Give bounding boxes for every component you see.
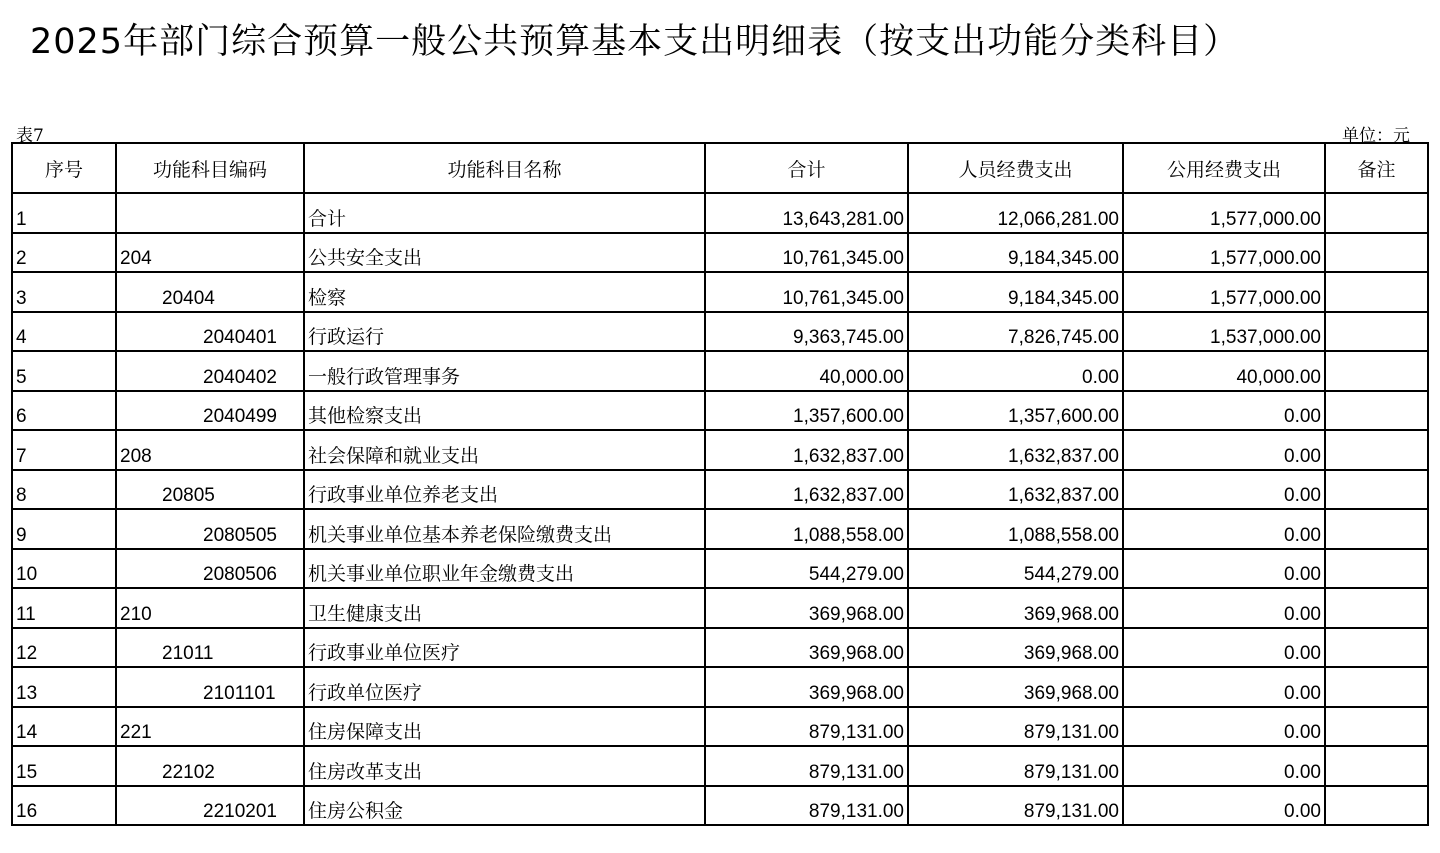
row-name: 住房保障支出 xyxy=(304,707,705,747)
row-code: 204 xyxy=(116,233,304,273)
row-total: 13,643,281.00 xyxy=(705,193,908,233)
row-name: 检察 xyxy=(304,272,705,312)
row-name: 行政事业单位医疗 xyxy=(304,628,705,668)
row-code xyxy=(116,193,304,233)
row-total: 369,968.00 xyxy=(705,588,908,628)
row-personnel: 1,088,558.00 xyxy=(908,509,1123,549)
row-seq: 4 xyxy=(12,312,116,352)
row-personnel: 1,632,837.00 xyxy=(908,430,1123,470)
row-public: 40,000.00 xyxy=(1123,351,1325,391)
row-seq: 3 xyxy=(12,272,116,312)
row-public: 0.00 xyxy=(1123,391,1325,431)
row-total: 10,761,345.00 xyxy=(705,272,908,312)
row-code: 2210201 xyxy=(116,786,304,826)
row-total: 1,088,558.00 xyxy=(705,509,908,549)
row-personnel: 369,968.00 xyxy=(908,628,1123,668)
row-seq: 16 xyxy=(12,786,116,826)
table-row xyxy=(12,312,1428,352)
row-personnel: 369,968.00 xyxy=(908,667,1123,707)
row-personnel: 1,632,837.00 xyxy=(908,470,1123,510)
row-personnel: 879,131.00 xyxy=(908,786,1123,826)
table-row xyxy=(12,391,1428,431)
row-total: 544,279.00 xyxy=(705,549,908,589)
row-note xyxy=(1325,193,1428,233)
row-personnel: 0.00 xyxy=(908,351,1123,391)
row-personnel: 879,131.00 xyxy=(908,707,1123,747)
row-name: 卫生健康支出 xyxy=(304,588,705,628)
row-public: 0.00 xyxy=(1123,549,1325,589)
table-number: 表7 xyxy=(16,126,44,146)
row-note xyxy=(1325,588,1428,628)
row-seq: 5 xyxy=(12,351,116,391)
row-seq: 12 xyxy=(12,628,116,668)
row-personnel: 1,357,600.00 xyxy=(908,391,1123,431)
table-row xyxy=(12,549,1428,589)
table-row xyxy=(12,272,1428,312)
row-note xyxy=(1325,786,1428,826)
row-code: 2040401 xyxy=(116,312,304,352)
row-personnel: 12,066,281.00 xyxy=(908,193,1123,233)
row-total: 369,968.00 xyxy=(705,667,908,707)
row-seq: 7 xyxy=(12,430,116,470)
table-body xyxy=(12,193,1428,825)
row-public: 0.00 xyxy=(1123,786,1325,826)
table-row xyxy=(12,193,1428,233)
table-row xyxy=(12,233,1428,273)
row-name: 行政单位医疗 xyxy=(304,667,705,707)
row-code: 2040402 xyxy=(116,351,304,391)
row-note xyxy=(1325,470,1428,510)
row-code: 20404 xyxy=(116,272,304,312)
row-public: 0.00 xyxy=(1123,746,1325,786)
header-name: 功能科目名称 xyxy=(304,143,705,193)
table-row xyxy=(12,588,1428,628)
row-code: 208 xyxy=(116,430,304,470)
table-row xyxy=(12,351,1428,391)
row-total: 1,357,600.00 xyxy=(705,391,908,431)
row-code: 22102 xyxy=(116,746,304,786)
row-public: 0.00 xyxy=(1123,707,1325,747)
header-personnel: 人员经费支出 xyxy=(908,143,1123,193)
page-title: 2025年部门综合预算一般公共预算基本支出明细表（按支出功能分类科目） xyxy=(30,22,1240,62)
row-note xyxy=(1325,233,1428,273)
row-code: 20805 xyxy=(116,470,304,510)
row-note xyxy=(1325,351,1428,391)
row-name: 机关事业单位职业年金缴费支出 xyxy=(304,549,705,589)
table-row xyxy=(12,430,1428,470)
row-note xyxy=(1325,707,1428,747)
row-total: 879,131.00 xyxy=(705,707,908,747)
row-name: 行政运行 xyxy=(304,312,705,352)
row-public: 1,537,000.00 xyxy=(1123,312,1325,352)
row-seq: 1 xyxy=(12,193,116,233)
header-total: 合计 xyxy=(705,143,908,193)
row-public: 1,577,000.00 xyxy=(1123,193,1325,233)
row-seq: 13 xyxy=(12,667,116,707)
row-public: 0.00 xyxy=(1123,430,1325,470)
row-personnel: 879,131.00 xyxy=(908,746,1123,786)
row-name: 住房公积金 xyxy=(304,786,705,826)
row-public: 1,577,000.00 xyxy=(1123,272,1325,312)
table-row xyxy=(12,628,1428,668)
row-personnel: 7,826,745.00 xyxy=(908,312,1123,352)
table-row xyxy=(12,667,1428,707)
row-personnel: 369,968.00 xyxy=(908,588,1123,628)
row-public: 0.00 xyxy=(1123,667,1325,707)
row-total: 9,363,745.00 xyxy=(705,312,908,352)
row-personnel: 9,184,345.00 xyxy=(908,272,1123,312)
header-public: 公用经费支出 xyxy=(1123,143,1325,193)
row-public: 1,577,000.00 xyxy=(1123,233,1325,273)
unit-label: 单位：元 xyxy=(1342,126,1410,146)
row-seq: 10 xyxy=(12,549,116,589)
row-name: 机关事业单位基本养老保险缴费支出 xyxy=(304,509,705,549)
table-header-row xyxy=(12,143,1428,193)
row-note xyxy=(1325,272,1428,312)
row-personnel: 544,279.00 xyxy=(908,549,1123,589)
row-note xyxy=(1325,312,1428,352)
row-total: 40,000.00 xyxy=(705,351,908,391)
row-name: 公共安全支出 xyxy=(304,233,705,273)
row-name: 社会保障和就业支出 xyxy=(304,430,705,470)
row-note xyxy=(1325,628,1428,668)
row-total: 879,131.00 xyxy=(705,746,908,786)
row-code: 210 xyxy=(116,588,304,628)
table-row xyxy=(12,707,1428,747)
table-row xyxy=(12,786,1428,826)
row-name: 行政事业单位养老支出 xyxy=(304,470,705,510)
row-note xyxy=(1325,391,1428,431)
row-seq: 15 xyxy=(12,746,116,786)
row-code: 21011 xyxy=(116,628,304,668)
table-row xyxy=(12,470,1428,510)
header-code: 功能科目编码 xyxy=(116,143,304,193)
row-note xyxy=(1325,549,1428,589)
row-seq: 2 xyxy=(12,233,116,273)
row-note xyxy=(1325,509,1428,549)
row-total: 369,968.00 xyxy=(705,628,908,668)
row-public: 0.00 xyxy=(1123,628,1325,668)
row-seq: 6 xyxy=(12,391,116,431)
row-name: 合计 xyxy=(304,193,705,233)
budget-table xyxy=(11,142,1429,826)
row-seq: 14 xyxy=(12,707,116,747)
row-seq: 9 xyxy=(12,509,116,549)
row-name: 住房改革支出 xyxy=(304,746,705,786)
row-total: 1,632,837.00 xyxy=(705,470,908,510)
row-code: 2080505 xyxy=(116,509,304,549)
row-code: 221 xyxy=(116,707,304,747)
row-total: 1,632,837.00 xyxy=(705,430,908,470)
table-row xyxy=(12,509,1428,549)
row-total: 10,761,345.00 xyxy=(705,233,908,273)
header-seq: 序号 xyxy=(12,143,116,193)
row-name: 其他检察支出 xyxy=(304,391,705,431)
row-code: 2080506 xyxy=(116,549,304,589)
row-public: 0.00 xyxy=(1123,588,1325,628)
row-total: 879,131.00 xyxy=(705,786,908,826)
row-note xyxy=(1325,667,1428,707)
row-seq: 8 xyxy=(12,470,116,510)
row-public: 0.00 xyxy=(1123,470,1325,510)
table-row xyxy=(12,746,1428,786)
row-code: 2040499 xyxy=(116,391,304,431)
row-seq: 11 xyxy=(12,588,116,628)
row-personnel: 9,184,345.00 xyxy=(908,233,1123,273)
row-name: 一般行政管理事务 xyxy=(304,351,705,391)
row-code: 2101101 xyxy=(116,667,304,707)
row-note xyxy=(1325,430,1428,470)
row-public: 0.00 xyxy=(1123,509,1325,549)
row-note xyxy=(1325,746,1428,786)
header-note: 备注 xyxy=(1325,143,1428,193)
